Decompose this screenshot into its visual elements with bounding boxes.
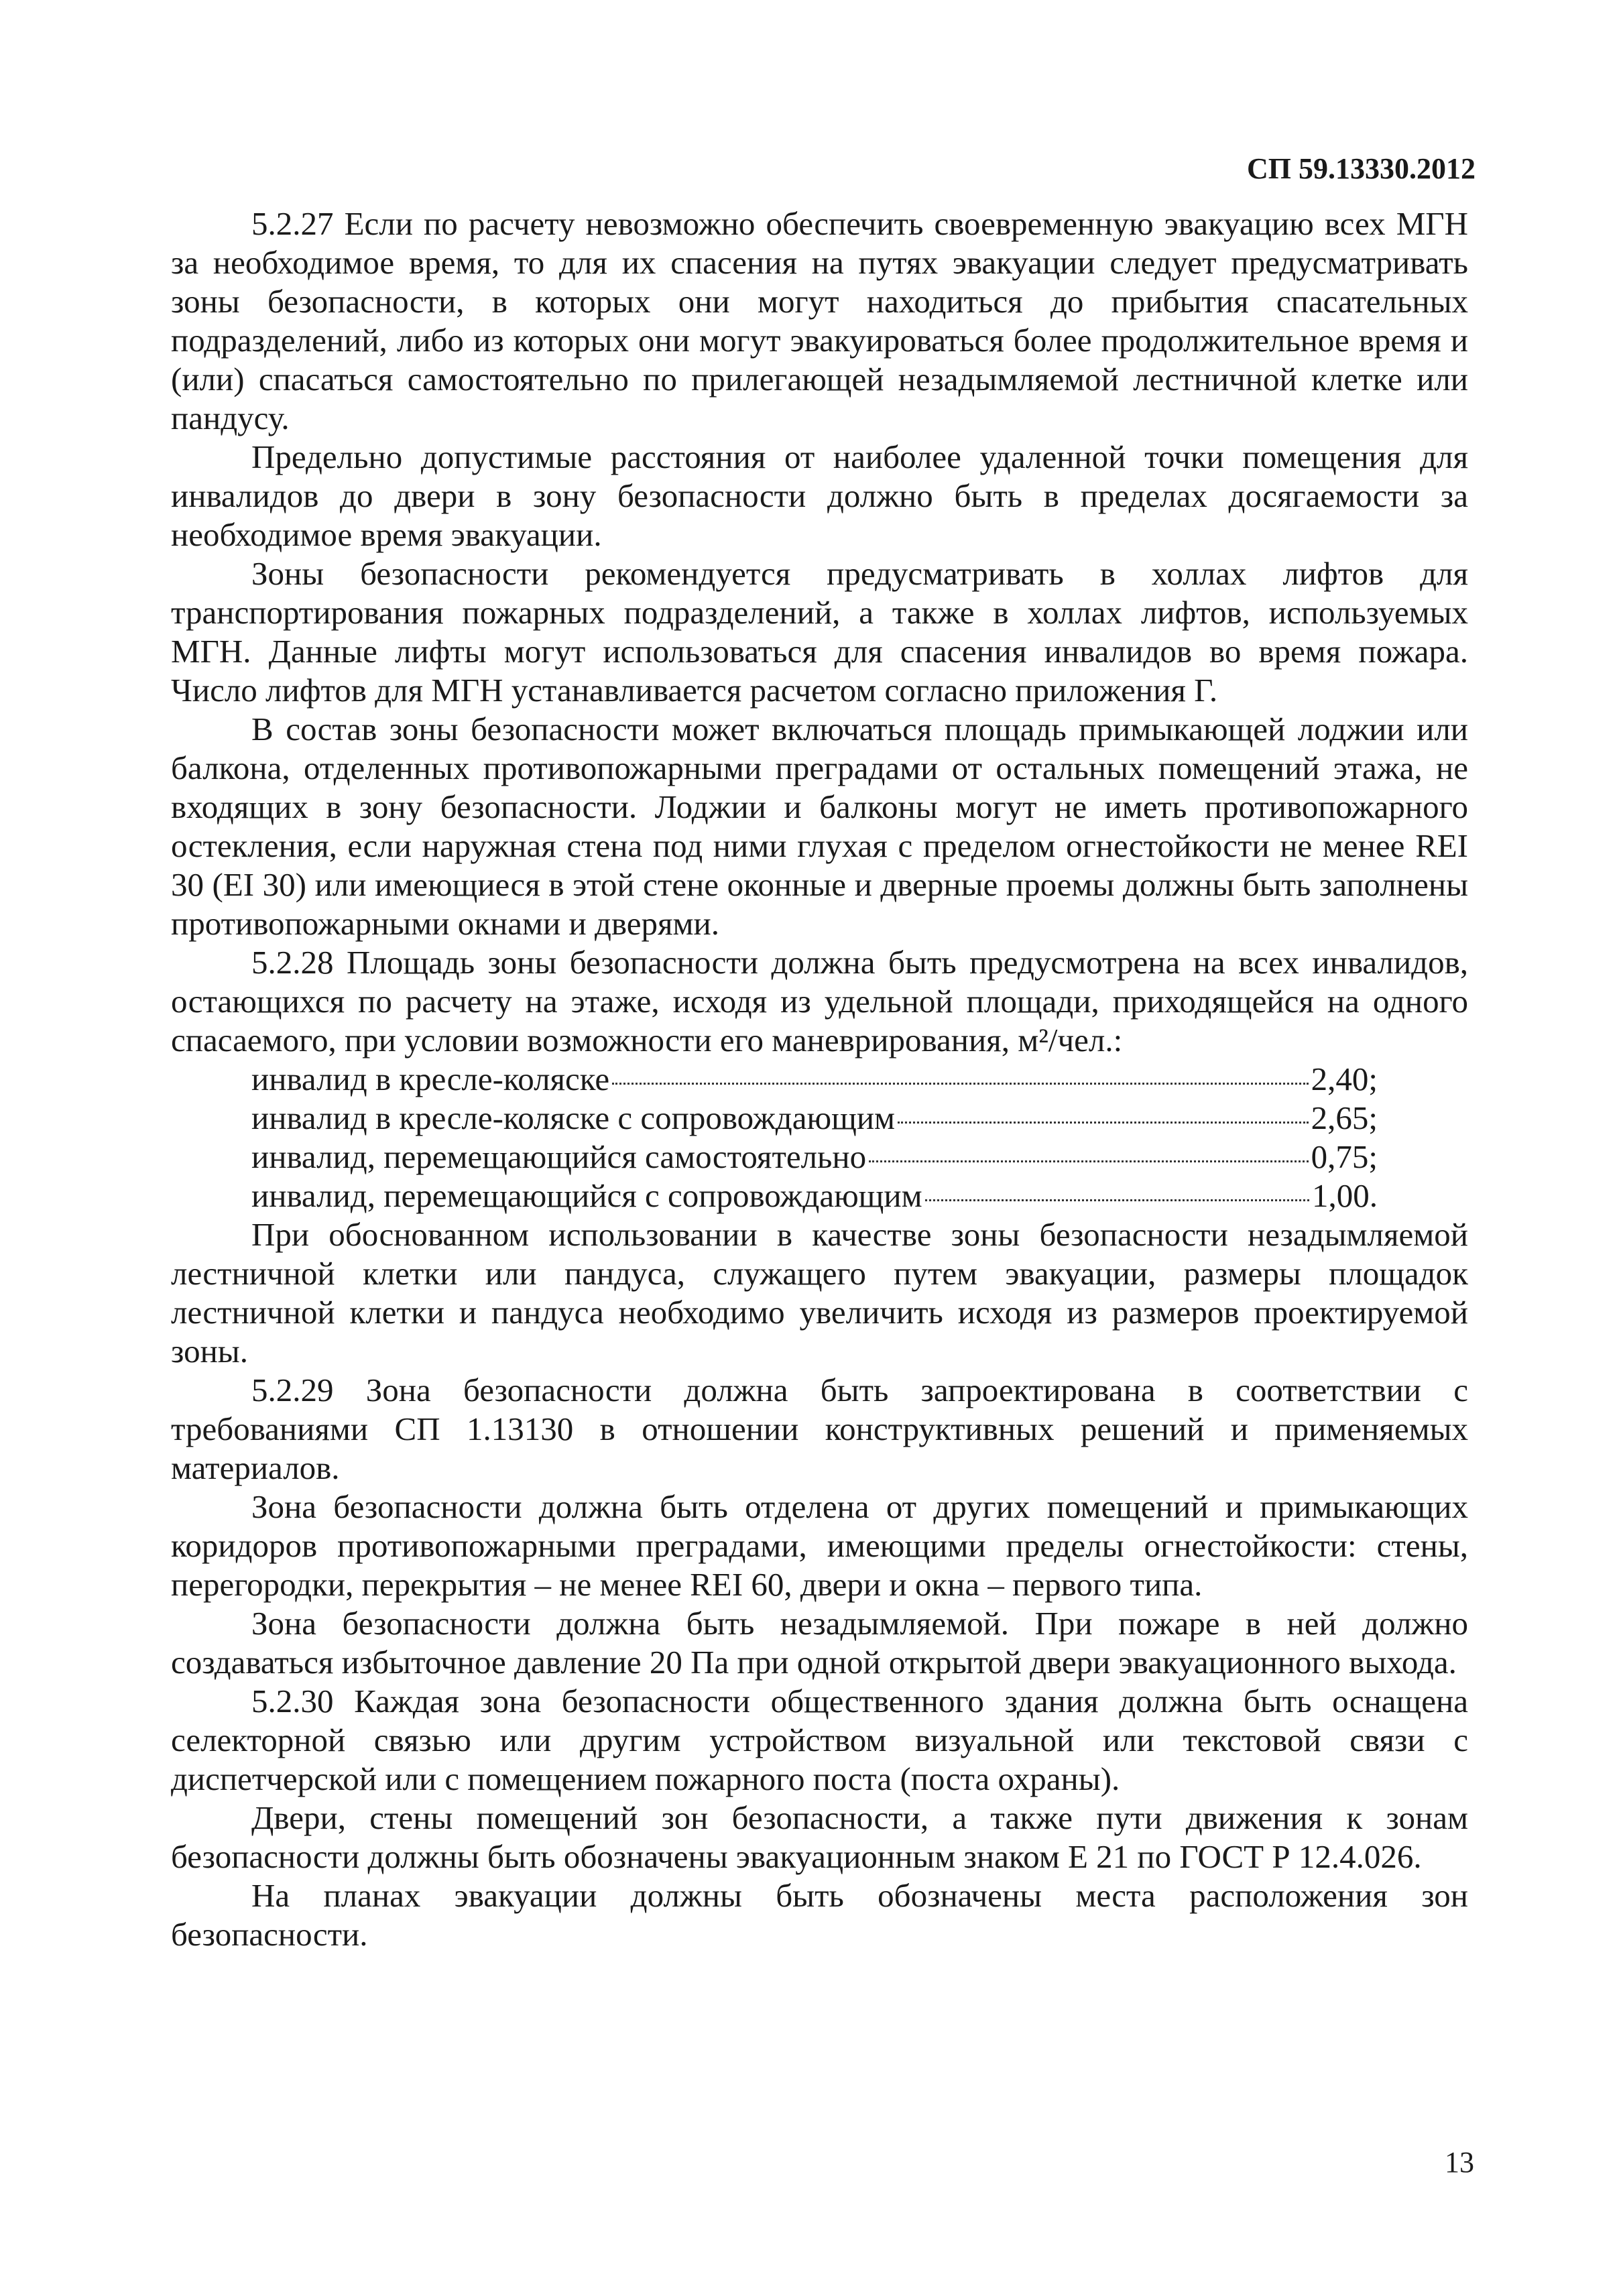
list-item xyxy=(251,1060,1378,1099)
dot-leader xyxy=(612,1083,1308,1085)
area-norms-list xyxy=(171,1060,1468,1215)
list-item-value: 1,00. xyxy=(1312,1177,1378,1214)
paragraph: При обоснованном использовании в качестве зоны безопасности незадымляемой лестничной клетки или пандуса, служащего путем эвакуации, размеры площадок лестничной клетки и пандуса необходимо увеличить исходя из размеров проектируемой зоны. xyxy=(171,1216,1468,1370)
list-item-value: 0,75; xyxy=(1311,1138,1378,1175)
list-item-value: 2,65; xyxy=(1311,1099,1378,1136)
paragraph: На планах эвакуации должны быть обозначены места расположения зон безопасности. xyxy=(171,1877,1468,1953)
list-item-label: инвалид в кресле-коляске с сопровождающим xyxy=(251,1099,896,1136)
paragraph: 5.2.29 Зона безопасности должна быть запроектирована в соответствии с требованиями СП 1.13130 в отношении конструктивных решений и применяемых материалов. xyxy=(171,1372,1468,1486)
paragraph: Зона безопасности должна быть отделена от других помещений и примыкающих коридоров противопожарными преградами, имеющими пределы огнестойкости: стены, перегородки, перекрытия – не менее REI 60, двери и окна – первого типа. xyxy=(171,1488,1468,1603)
list-item xyxy=(251,1176,1378,1215)
dot-leader xyxy=(898,1122,1309,1124)
paragraph: Зоны безопасности рекомендуется предусматривать в холлах лифтов для транспортирования пожарных подразделений, а также в холлах лифтов, используемых МГН. Данные лифты могут использоваться для спасения инвалидов во время пожара. Число лифтов для МГН устанавливается расчетом согласно приложения Г. xyxy=(171,555,1468,709)
paragraph: Зона безопасности должна быть незадымляемой. При пожаре в ней должно создаваться избыточное давление 20 Па при одной открытой двери эвакуационного выхода. xyxy=(171,1605,1468,1681)
dot-leader xyxy=(869,1160,1309,1162)
paragraph: 5.2.27 Если по расчету невозможно обеспечить своевременную эвакуацию всех МГН за необходимое время, то для их спасения на путях эвакуации следует предусматривать зоны безопасности, в которых они могут находиться до прибытия спасательных подразделений, либо из которых они могут эвакуироваться более продолжительное время и (или) спасаться самостоятельно по прилегающей незадымляемой лестничной клетке или пандусу. xyxy=(171,205,1468,436)
list-item-label: инвалид в кресле-коляске xyxy=(251,1061,610,1097)
body-text xyxy=(171,204,1468,1954)
paragraph: В состав зоны безопасности может включаться площадь примыкающей лоджии или балкона, отделенных противопожарными преградами от остальных помещений этажа, не входящих в зону безопасности. Лоджии и балконы могут не иметь противопожарного остекления, если наружная стена под ними глухая с пределом огнестойкости не менее REI 30 (EI 30) или имеющиеся в этой стене оконные и дверные проемы должны быть заполнены противопожарными окнами и дверями. xyxy=(171,711,1468,942)
dot-leader xyxy=(925,1199,1309,1201)
paragraph: 5.2.28 Площадь зоны безопасности должна быть предусмотрена на всех инвалидов, остающихся по расчету на этаже, исходя из удельной площади, приходящейся на одного спасаемого, при условии возможности его маневрирования, м²/чел.: xyxy=(171,944,1468,1059)
list-item-value: 2,40; xyxy=(1311,1061,1378,1097)
paragraph: Предельно допустимые расстояния от наиболее удаленной точки помещения для инвалидов до двери в зону безопасности должно быть в пределах досягаемости за необходимое время эвакуации. xyxy=(171,438,1468,553)
list-item-label: инвалид, перемещающийся с сопровождающим xyxy=(251,1177,922,1214)
page-number: 13 xyxy=(1445,2146,1474,2179)
list-item xyxy=(251,1138,1378,1176)
paragraph: 5.2.30 Каждая зона безопасности общественного здания должна быть оснащена селекторной связью или другим устройством визуальной или текстовой связи с диспетчерской или с помещением пожарного поста (поста охраны). xyxy=(171,1683,1468,1797)
paragraph: Двери, стены помещений зон безопасности, а также пути движения к зонам безопасности должны быть обозначены эвакуационным знаком Е 21 по ГОСТ Р 12.4.026. xyxy=(171,1799,1468,1875)
list-item-label: инвалид, перемещающийся самостоятельно xyxy=(251,1138,867,1175)
list-item xyxy=(251,1099,1378,1138)
document-code: СП 59.13330.2012 xyxy=(1247,152,1476,185)
